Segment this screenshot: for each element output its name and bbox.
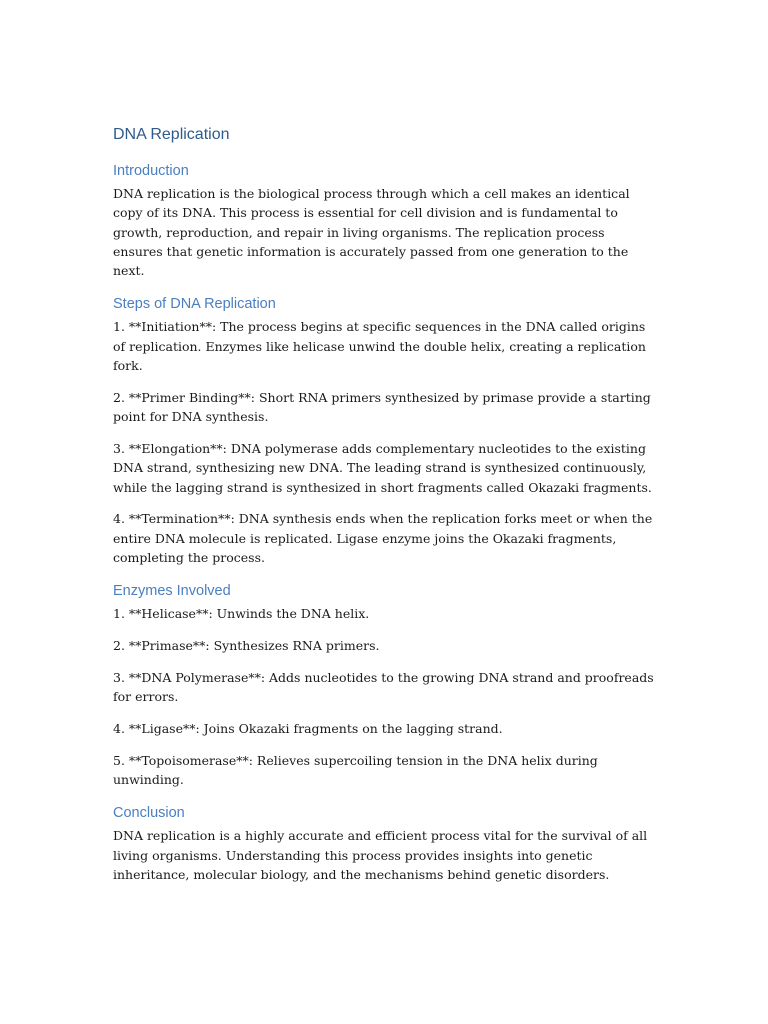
list-item: 4. **Termination**: DNA synthesis ends when the replication forks meet or when the entire DNA molecule is replicated. Ligase enzyme joins the Okazaki fragments, completing the process. — [113, 511, 653, 565]
section-enzymes — [113, 581, 658, 789]
list-item: 1. **Initiation**: The process begins at specific sequences in the DNA called origins of replication. Enzymes like helicase unwind the double helix, creating a replication fork. — [113, 319, 646, 374]
list-item: 1. **Helicase**: Unwinds the DNA helix. — [113, 606, 370, 622]
section-heading-conclusion: Conclusion — [113, 805, 185, 822]
list-item: 2. **Primer Binding**: Short RNA primers synthesized by primase provide a starting point for DNA synthesis. — [113, 389, 651, 425]
document-title: DNA Replication — [113, 126, 230, 143]
section-conclusion — [113, 803, 658, 884]
introduction-paragraph: DNA replication is the biological process through which a cell makes an identical copy of its DNA. This process is essential for cell division and is fundamental to growth, reproduction, and repair in living organisms. The replication process ensures that genetic information is accurately passed from one generation to the next. — [113, 186, 630, 279]
document-page — [113, 124, 658, 898]
section-introduction — [113, 161, 658, 280]
list-item: 5. **Topoisomerase**: Relieves supercoiling tension in the DNA helix during unwinding. — [113, 752, 598, 788]
list-item: 2. **Primase**: Synthesizes RNA primers. — [113, 638, 380, 654]
conclusion-paragraph: DNA replication is a highly accurate and efficient process vital for the survival of all living organisms. Understanding this process provides insights into genetic inheritance, molecular biology, and the mechanisms behind genetic disorders. — [113, 828, 648, 882]
list-item: 3. **DNA Polymerase**: Adds nucleotides to the growing DNA strand and proofreads for errors. — [113, 669, 654, 705]
section-heading-enzymes: Enzymes Involved — [113, 583, 231, 600]
list-item: 3. **Elongation**: DNA polymerase adds complementary nucleotides to the existing DNA strand, synthesizing new DNA. The leading strand is synthesized continuously, while the lagging strand is synthesized in short fragments called Okazaki fragments. — [113, 440, 652, 495]
section-heading-introduction: Introduction — [113, 163, 189, 179]
section-heading-steps: Steps of DNA Replication — [113, 296, 276, 313]
section-steps — [113, 294, 658, 567]
list-item: 4. **Ligase**: Joins Okazaki fragments on the lagging strand. — [113, 720, 503, 736]
